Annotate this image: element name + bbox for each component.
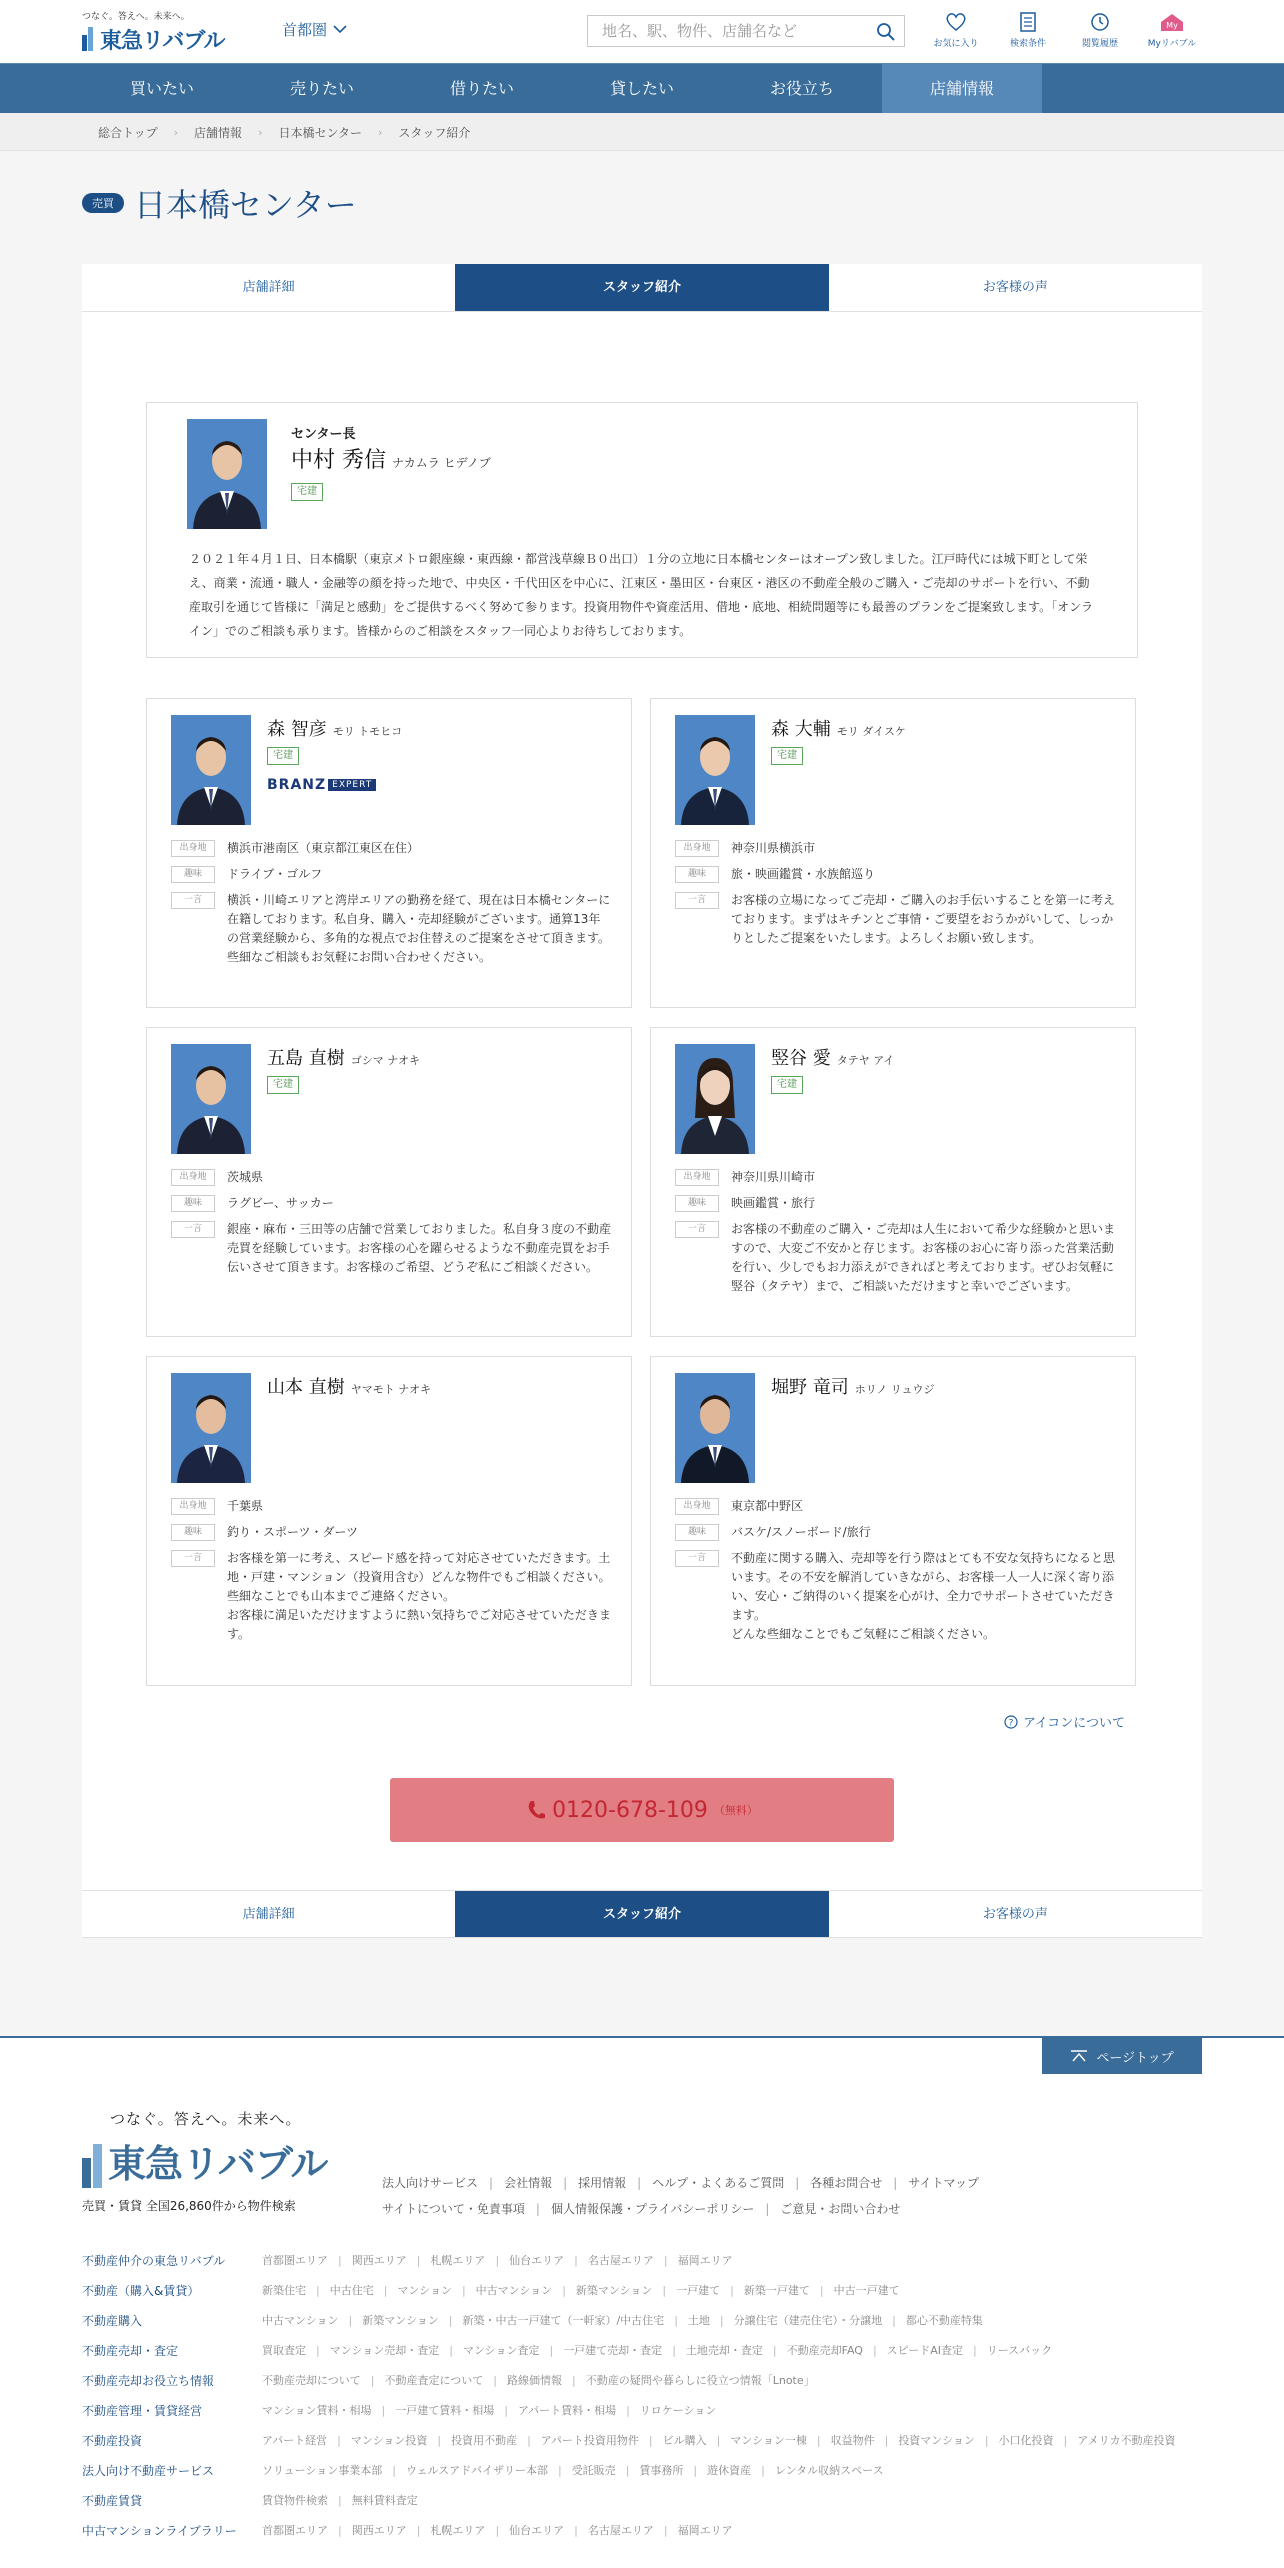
staff-hobby: バスケ/スノーボード/旅行 [731, 1525, 871, 1539]
footer-category [82, 2462, 1202, 2480]
footer-category-link[interactable]: 首都圏エリア [262, 2254, 328, 2267]
separator: | [663, 2524, 668, 2537]
main-panel [82, 264, 1202, 1938]
row-label-from: 出身地 [675, 1169, 719, 1186]
staff-photo [171, 1044, 251, 1154]
footer-link[interactable]: サイトマップ [908, 2176, 979, 2190]
staff-from: 神奈川県川崎市 [731, 1170, 816, 1184]
footer-category [82, 2312, 1202, 2330]
row-label-from: 出身地 [171, 1169, 215, 1186]
staff-name: 竪谷 愛 タテヤ アイ [771, 1048, 895, 1069]
separator: | [716, 2434, 721, 2447]
logo-tagline: つなぐ。答えへ。未来へ。 [82, 12, 190, 22]
row-label-hobby: 趣味 [675, 1524, 719, 1541]
footer-category [82, 2282, 1202, 2300]
separator: | [574, 2524, 578, 2537]
footer-category [82, 2522, 1202, 2540]
separator: | [672, 2344, 676, 2357]
question-icon [1004, 1715, 1018, 1729]
leader-photo [187, 419, 267, 529]
chevron-up-icon [1070, 2050, 1088, 2062]
breadcrumb [0, 113, 1284, 151]
page-title: 日本橋センター [134, 186, 357, 224]
nav-rent[interactable]: 借りたい [449, 79, 514, 98]
separator: | [448, 2314, 453, 2327]
footer-category-link[interactable]: 小口化投資 [998, 2434, 1054, 2447]
staff-hobby: ドライブ・ゴルフ [227, 867, 323, 881]
separator: | [674, 2314, 678, 2327]
separator: | [495, 2254, 500, 2267]
staff-kana: モリ ダイスケ [836, 725, 906, 738]
footer-category-link[interactable]: マンション売却・査定 [329, 2344, 440, 2357]
footer-category-link[interactable]: 土地売却・査定 [685, 2344, 763, 2357]
footer-category-heading[interactable]: 不動産売却お役立ち情報 [82, 2374, 215, 2388]
footer-category-link[interactable]: 投資マンション [898, 2434, 975, 2447]
footer-category-link[interactable]: 受託販売 [571, 2464, 616, 2477]
footer-category-heading[interactable]: 中古マンションライブラリー [82, 2524, 237, 2538]
separator: | [819, 2284, 824, 2297]
separator: | [984, 2434, 989, 2447]
footer-category-link[interactable]: マンション査定 [462, 2344, 540, 2357]
nav-stores[interactable]: 店舗情報 [882, 64, 1042, 114]
separator: | [416, 2524, 421, 2537]
footer-category-link[interactable]: リースバック [986, 2344, 1053, 2357]
staff-kana: ヤマモト ナオキ [350, 1383, 432, 1396]
staff-kana: ゴシマ ナオキ [350, 1054, 421, 1067]
footer-category-heading[interactable]: 不動産賃貸 [82, 2494, 143, 2508]
tab-store-detail-bottom[interactable]: 店舗詳細 [82, 1891, 455, 1937]
separator: | [637, 2176, 642, 2190]
separator: | [816, 2434, 821, 2447]
crumb-center[interactable]: 日本橋センター [278, 125, 362, 140]
separator: | [761, 2464, 765, 2477]
row-label-from: 出身地 [171, 1498, 215, 1515]
saved-search-link[interactable]: 検索条件 [992, 12, 1064, 49]
footer-subtitle: 売買・賃貸 全国26,860件から物件検索 [82, 2199, 296, 2213]
staff-from: 茨城県 [227, 1170, 264, 1184]
staff-from: 神奈川県横浜市 [731, 841, 816, 855]
footer-link[interactable]: 法人向けサービス [382, 2176, 479, 2190]
separator: | [338, 2494, 342, 2507]
footer-category-link[interactable]: 関西エリア [351, 2524, 407, 2537]
separator: | [437, 2434, 442, 2447]
row-label-comment: 一言 [675, 1221, 719, 1238]
staff-name: 堀野 竜司 ホリノ リュウジ [771, 1377, 935, 1398]
footer-category-link[interactable]: アパート投資用物件 [540, 2434, 639, 2447]
footer-category-link[interactable]: アパート賃料・相場 [517, 2404, 617, 2417]
separator: | [662, 2284, 667, 2297]
site-footer [0, 2036, 1284, 2568]
logo-mark-icon [82, 27, 96, 51]
separator: | [884, 2434, 889, 2447]
staff-kana: タテヤ アイ [836, 1054, 895, 1067]
footer-category-link[interactable]: 投資用不動産 [451, 2434, 518, 2447]
separator: | [493, 2374, 497, 2387]
footer-link[interactable]: 採用情報 [578, 2176, 627, 2190]
footer-category-link[interactable]: アパート経営 [262, 2434, 328, 2447]
footer-category-link[interactable]: 福岡エリア [677, 2524, 733, 2537]
staff-comment: 不動産に関する購入、売却等を行う際はとても不安な気持ちになると思います。その不安を解消していきながら、お客様一人一人に深く寄り添い、安心・ご納得のいく提案を心がけ、全力でサポートさせていただきます。 どんな些細なことでもご気軽にご相談ください。 [731, 1551, 1116, 1641]
footer-category-heading[interactable]: 不動産（購入&賃貸） [82, 2284, 200, 2298]
search-input[interactable] [588, 16, 858, 46]
footer-category-link[interactable]: 一戸建て [676, 2284, 721, 2297]
separator: | [316, 2284, 320, 2297]
logo-text: 東急リバブル [100, 29, 225, 54]
document-icon [1019, 12, 1037, 32]
footer-category-link[interactable]: 収益物件 [830, 2434, 875, 2447]
staff-profile [675, 1168, 1115, 1303]
chevron-right-icon: › [378, 125, 383, 139]
site-logo[interactable] [82, 9, 225, 55]
staff-hobby: 映画鑑賞・旅行 [731, 1196, 816, 1210]
separator: | [489, 2176, 494, 2190]
footer-category-link[interactable]: 福岡エリア [677, 2254, 733, 2267]
separator: | [626, 2404, 630, 2417]
footer-link[interactable]: ヘルプ・よくあるご質問 [652, 2176, 785, 2190]
footer-links [382, 2170, 1182, 2222]
staff-name: 森 大輔 モリ ダイスケ [771, 719, 906, 740]
footer-category-link[interactable]: レンタル収納スペース [774, 2464, 884, 2477]
row-label-comment: 一言 [171, 1550, 215, 1567]
footer-category-link[interactable]: 仙台エリア [509, 2524, 565, 2537]
separator: | [338, 2524, 342, 2537]
footer-category-link[interactable]: 賃事務所 [639, 2464, 684, 2477]
chevron-right-icon: › [258, 125, 263, 139]
row-label-from: 出身地 [675, 840, 719, 857]
separator: | [693, 2464, 698, 2477]
separator: | [535, 2202, 540, 2216]
staff-name: 山本 直樹 ヤマモト ナオキ [267, 1377, 432, 1398]
separator: | [1063, 2434, 1068, 2447]
staff-from: 東京都中野区 [731, 1499, 804, 1513]
staff-name: 五島 直樹 ゴシマ ナオキ [267, 1048, 421, 1069]
license-badge: 宅建 [267, 1076, 299, 1094]
nav-useful[interactable]: お役立ち [769, 79, 834, 98]
footer-category-link[interactable]: 無料賃料査定 [351, 2494, 418, 2507]
phone-icon [526, 1799, 546, 1821]
staff-name: 森 智彦 モリ トモヒコ [267, 719, 403, 740]
footer-category-link[interactable]: 一戸建て賃料・相場 [395, 2404, 495, 2417]
footer-link[interactable]: 各種お問合せ [810, 2176, 883, 2190]
footer-category-link[interactable]: 不動産売却について [262, 2374, 361, 2387]
chevron-down-icon [333, 25, 347, 34]
footer-category-link[interactable]: 首都圏エリア [262, 2524, 328, 2537]
search-icon[interactable] [876, 22, 896, 42]
staff-hobby: 釣り・スポーツ・ダーツ [227, 1525, 359, 1539]
footer-category-link[interactable]: 中古マンション [262, 2314, 339, 2327]
nav-lease[interactable]: 貸したい [609, 79, 674, 98]
license-badge: 宅建 [771, 747, 803, 765]
license-badge: 宅建 [771, 1076, 803, 1094]
footer-category-link[interactable]: 一戸建て売却・査定 [563, 2344, 663, 2357]
footer-category [82, 2252, 1202, 2270]
tab-store-detail[interactable]: 店舗詳細 [82, 264, 455, 311]
row-label-from: 出身地 [675, 1498, 719, 1515]
history-link[interactable]: 閲覧履歴 [1064, 12, 1136, 49]
separator: | [719, 2314, 724, 2327]
tab-staff-bottom[interactable]: スタッフ紹介 [455, 1891, 828, 1937]
footer-category-link[interactable]: マンション [397, 2284, 452, 2297]
site-header [0, 0, 1284, 63]
staff-photo [171, 1373, 251, 1483]
footer-category-link[interactable]: ソリューション事業本部 [262, 2464, 383, 2477]
svg-text:?: ? [1008, 1718, 1014, 1728]
footer-category-link[interactable]: 中古一戸建て [833, 2284, 900, 2297]
my-livable-link[interactable]: My Myリバブル [1136, 12, 1208, 49]
staff-photo [171, 715, 251, 825]
separator: | [383, 2284, 388, 2297]
separator: | [449, 2344, 453, 2357]
tab-voices[interactable]: お客様の声 [829, 264, 1202, 311]
separator: | [416, 2254, 421, 2267]
staff-photo [675, 715, 755, 825]
staff-kana: ホリノ リュウジ [854, 1383, 935, 1396]
footer-category-link[interactable]: 買取査定 [262, 2344, 306, 2357]
separator: | [392, 2464, 396, 2477]
separator: | [495, 2524, 500, 2537]
separator: | [648, 2434, 653, 2447]
footer-category [82, 2492, 1202, 2510]
phone-cta-button[interactable]: 0120-678-109 （無料） [390, 1778, 894, 1842]
footer-category-link[interactable]: 土地 [687, 2314, 710, 2327]
separator: | [893, 2176, 898, 2190]
staff-profile [171, 1497, 611, 1651]
leader-name: 中村 秀信 ナカムラ ヒデノブ [291, 448, 491, 473]
nav-sell[interactable]: 売りたい [289, 79, 354, 98]
staff-card [146, 1356, 632, 1686]
footer-category-link[interactable]: 新築マンション [362, 2314, 439, 2327]
crumb-top[interactable]: 総合トップ [98, 125, 158, 140]
separator: | [730, 2284, 734, 2297]
footer-category-link[interactable]: 新築マンション [575, 2284, 653, 2297]
separator: | [973, 2344, 977, 2357]
heart-icon [945, 12, 967, 32]
row-label-hobby: 趣味 [171, 1524, 215, 1541]
row-label-from: 出身地 [171, 840, 215, 857]
staff-profile [171, 1168, 611, 1284]
license-badge: 宅建 [291, 483, 323, 501]
separator: | [461, 2284, 466, 2297]
tabs-bottom [82, 1890, 1202, 1938]
row-label-hobby: 趣味 [675, 866, 719, 883]
footer-category-link[interactable]: 不動産の疑問や暮らしに役立つ情報「Lnote」 [585, 2374, 815, 2387]
footer-category-link[interactable]: 新築・中古一戸建て（一軒家）/中古住宅 [462, 2314, 665, 2327]
footer-category-link[interactable]: 賃貸物件検索 [262, 2494, 328, 2507]
leader-card [146, 402, 1138, 658]
tab-voices-bottom[interactable]: お客様の声 [829, 1891, 1202, 1937]
separator: | [625, 2464, 630, 2477]
staff-card [146, 698, 632, 1008]
footer-link[interactable]: サイトについて・免責事項 [382, 2202, 525, 2216]
row-label-comment: 一言 [675, 1550, 719, 1567]
footer-category-heading[interactable]: 不動産売却・査定 [82, 2344, 179, 2358]
footer-category [82, 2432, 1202, 2450]
footer-category-heading[interactable]: 不動産管理・賃貸経営 [82, 2404, 203, 2418]
footer-category-link[interactable]: 名古屋エリア [587, 2524, 654, 2537]
separator: | [572, 2374, 576, 2387]
staff-card [650, 698, 1136, 1008]
separator: | [795, 2176, 800, 2190]
footer-logo[interactable]: 東急リバブル [82, 2133, 327, 2188]
footer-category-link[interactable]: 新築住宅 [262, 2284, 306, 2297]
chevron-right-icon: › [173, 125, 179, 139]
staff-from: 千葉県 [227, 1499, 264, 1513]
footer-category [82, 2342, 1202, 2360]
footer-category-link[interactable]: アメリカ不動産投資 [1077, 2434, 1176, 2447]
staff-profile [675, 839, 1115, 955]
footer-category-link[interactable]: 中古マンション [475, 2284, 553, 2297]
separator: | [574, 2254, 578, 2267]
separator: | [316, 2344, 320, 2357]
row-label-comment: 一言 [171, 892, 215, 909]
separator: | [338, 2254, 342, 2267]
footer-category-link[interactable]: 不動産売却FAQ [786, 2344, 863, 2357]
staff-kana: モリ トモヒコ [332, 725, 403, 738]
search-box [587, 15, 905, 47]
footer-category-link[interactable]: 都心不動産特集 [905, 2314, 983, 2327]
staff-photo [675, 1373, 755, 1483]
tabs-top [82, 264, 1202, 312]
crumb-current: スタッフ紹介 [398, 125, 471, 140]
separator: | [563, 2176, 568, 2190]
footer-category-link[interactable]: リロケーション [639, 2404, 717, 2417]
separator: | [562, 2284, 566, 2297]
footer-category-link[interactable]: 札幌エリア [430, 2254, 486, 2267]
staff-profile [171, 839, 611, 974]
leader-kana: ナカムラ ヒデノブ [392, 456, 491, 470]
staff-card [650, 1027, 1136, 1337]
svg-text:My: My [1166, 21, 1178, 30]
page-title-area [82, 180, 357, 226]
icon-about-link[interactable]: ? アイコンについて [1004, 1712, 1125, 1731]
staff-profile [675, 1497, 1115, 1651]
tab-staff[interactable]: スタッフ紹介 [455, 264, 828, 311]
logo-mark-icon [82, 2144, 104, 2188]
separator: | [892, 2314, 896, 2327]
footer-category [82, 2402, 1202, 2420]
footer-category-heading[interactable]: 不動産投資 [82, 2434, 143, 2448]
footer-category-heading[interactable]: 不動産仲介の東急リバブル [82, 2254, 226, 2268]
staff-comment: お客様を第一に考え、スピード感を持って対応させていただきます。土地・戸建・マンション（投資用含む）どんな物件でもご相談ください。 些細なことでも山本までご連絡ください。 お客様に満足いただけますように熱い気持ちでご対応させていただきます。 [227, 1551, 611, 1641]
separator: | [504, 2404, 508, 2417]
staff-hobby: ラグビー、サッカー [227, 1196, 334, 1210]
region-label: 首都圏 [282, 21, 328, 39]
row-label-hobby: 趣味 [675, 1195, 719, 1212]
footer-link[interactable]: 会社情報 [504, 2176, 553, 2190]
separator: | [765, 2202, 770, 2216]
footer-category-link[interactable]: 遊休資産 [707, 2464, 752, 2477]
separator: | [348, 2314, 353, 2327]
my-icon [1159, 12, 1185, 32]
staff-card [650, 1356, 1136, 1686]
footer-category-link[interactable]: 仙台エリア [509, 2254, 565, 2267]
branz-expert-logo: BRANZ EXPERT [267, 777, 376, 793]
nav-buy[interactable]: 買いたい [129, 79, 194, 98]
footer-category-link[interactable]: 名古屋エリア [587, 2254, 654, 2267]
footer-link[interactable]: 個人情報保護・プライバシーポリシー [550, 2202, 755, 2216]
footer-tagline: つなぐ。答えへ。未来へ。 [110, 2110, 302, 2128]
footer-category-link[interactable]: ウェルスアドバイザリー本部 [405, 2464, 548, 2477]
header-icons [920, 12, 1208, 49]
footer-category [82, 2372, 1202, 2390]
footer-category-link[interactable]: スピードAI査定 [886, 2344, 963, 2357]
row-label-hobby: 趣味 [171, 1195, 215, 1212]
sale-badge: 売買 [82, 193, 124, 213]
footer-category-link[interactable]: マンション一棟 [730, 2434, 807, 2447]
page-top-button[interactable]: ページトップ [1042, 2038, 1202, 2074]
favorites-link[interactable]: お気に入り [920, 12, 992, 49]
leader-role: センター長 [291, 427, 356, 442]
footer-category-link[interactable]: 分譲住宅（建売住宅）・分譲地 [733, 2314, 883, 2327]
separator: | [772, 2344, 777, 2357]
global-nav [0, 63, 1284, 113]
separator: | [370, 2374, 375, 2387]
staff-comment: 銀座・麻布・三田等の店舗で営業しておりました。私自身３度の不動産売買を経験しています。お客様の心を躍らせるような不動産売買をお手伝いさせて頂きます。お客様のご希望、どうぞ私にご相談ください。 [227, 1222, 612, 1274]
row-label-comment: 一言 [675, 892, 719, 909]
footer-link[interactable]: ご意見・お問い合わせ [780, 2202, 901, 2216]
clock-icon [1090, 12, 1110, 32]
separator: | [527, 2434, 531, 2447]
separator: | [663, 2254, 668, 2267]
license-badge: 宅建 [267, 747, 299, 765]
crumb-stores[interactable]: 店舗情報 [194, 125, 243, 140]
region-selector[interactable] [282, 19, 347, 40]
staff-photo [675, 1044, 755, 1154]
row-label-comment: 一言 [171, 1221, 215, 1238]
footer-category-link[interactable]: ビル購入 [662, 2434, 707, 2447]
footer-category-link[interactable]: マンション投資 [350, 2434, 428, 2447]
footer-category-link[interactable]: 路線価情報 [507, 2374, 562, 2387]
separator: | [549, 2344, 554, 2357]
staff-card [146, 1027, 632, 1337]
footer-category-link[interactable]: 中古住宅 [329, 2284, 374, 2297]
staff-from: 横浜市港南区（東京都江東区在住） [227, 841, 420, 855]
footer-categories [82, 2252, 1202, 2552]
footer-category-link[interactable]: 札幌エリア [430, 2524, 486, 2537]
row-label-hobby: 趣味 [171, 866, 215, 883]
separator: | [557, 2464, 562, 2477]
footer-category-link[interactable]: マンション賃料・相場 [262, 2404, 372, 2417]
footer-category-link[interactable]: 関西エリア [351, 2254, 407, 2267]
staff-hobby: 旅・映画鑑賞・水族館巡り [731, 867, 876, 881]
footer-category-heading[interactable]: 不動産購入 [82, 2314, 143, 2328]
staff-comment: お客様の不動産のご購入・ご売却は人生において希少な経験かと思いますので、大変ご不安かと存じます。お客様のお心に寄り添った営業活動を行い、少しでもお力添えができればと考えております。ぜひお気軽に竪谷（タテヤ）まで、ご相談いただけますと幸いでございます。 [731, 1222, 1116, 1293]
staff-comment: 横浜・川崎エリアと湾岸エリアの勤務を経て、現在は日本橋センターに在籍しております。私自身、購入・売却経験がございます。通算13年の営業経験から、多角的な視点でお住替えのご提案をさせて頂きます。些細なご相談もお気軽にお問い合わせください。 [227, 893, 611, 964]
staff-comment: お客様の立場になってご売却・ご購入のお手伝いすることを第一に考えております。まずはキチンとご事情・ご要望をおうかがいして、しっかりとしたご提案をいたします。よろしくお願い致します。 [731, 893, 1116, 945]
footer-category-link[interactable]: 不動産査定について [384, 2374, 484, 2387]
leader-message: ２０２１年４月１日、日本橋駅（東京メトロ銀座線・東西線・都営浅草線Ｂ０出口）１分の立地に日本橋センターはオープン致しました。江戸時代には城下町として栄え、商業・流通・職人・金融等の顔を持った地で、中央区・千代田区を中心に、江東区・墨田区・台東区・港区の不動産全般のご購入・ご売却のサポートを行い、不動産取引を通じて皆様に「満足と感動」をご提供するべく努めて参ります。投資用物件や資産活用、借地・底地、相続問題等にも最善のプランをご提案致します。「オンライン」でのご相談も承ります。皆様からのご相談をスタッフ一同心よりお待ちしております。 [189, 552, 1094, 638]
separator: | [872, 2344, 877, 2357]
separator: | [337, 2434, 341, 2447]
separator: | [381, 2404, 386, 2417]
footer-category-link[interactable]: 新築一戸建て [743, 2284, 810, 2297]
footer-category-heading[interactable]: 法人向け不動産サービス [82, 2464, 215, 2478]
